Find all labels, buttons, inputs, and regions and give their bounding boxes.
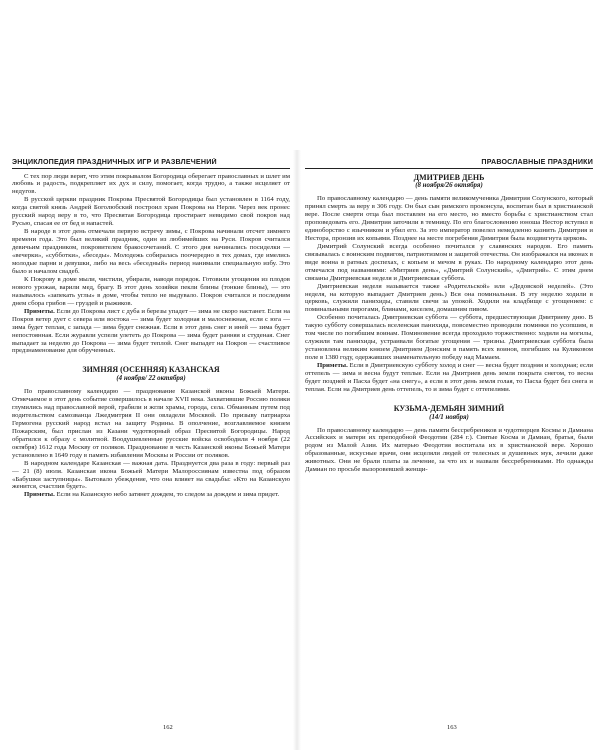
signs-label: Приметы. — [317, 362, 348, 370]
date-text: (14/1 ноября) — [429, 413, 469, 421]
left-paragraph: В народе в этот день отмечали первую встречу зимы, с Покрова начинали отсчет зимнего времени года. Это был великий праздник, один из любимейших на Руси. Покров считался девичьим праздником, покровителем бракосочетаний. С этого дня начинались посиделки — «вечерки», «субботки», «беседы». Молодежь собиралась поочередно в тех домах, где имелись молодые парни и девушки, либо на весь «беседный» период нанимали специальную избу. Это было и началом свадеб. — [12, 228, 290, 275]
signs-text: Если до Покрова лист с дуба и березы упадет — зима не скоро настанет. Если на Покров ветер дует с севера или востока — зима будет холодная и малоснежная, если с юга — зима будет теплая, с запада — зима будет снежная. Если в этот день снег и иней — зима будет непостоянная. Если журавли успели улететь до Покрова — зима будет ранняя и студеная. Снег выпадает за неделю до Покрова — зима будет теплой. Снег выпадет на Покров — счастливое предзнаменование для обрученных. — [12, 307, 290, 355]
section-title-kazanskaya: ЗИМНЯЯ (ОСЕННЯЯ) КАЗАНСКАЯ — [82, 365, 220, 375]
left-page — [12, 158, 290, 718]
date-text: (4 ноября/ 22 октября) — [116, 375, 186, 383]
section-title-dmitriev-den: ДМИТРИЕВ ДЕНЬ — [413, 172, 485, 182]
right-paragraph: По православному календарю — день памяти великомученика Димитрия Солунского, который принял смерть за веру в 306 году. Он был сын римского проконсула, воспитан был в христианской вере. После смерти отца был поставлен на его место, но вместо борьбы с христианством стал проповедовать его. Димитрия заточили в темницу. По его благословению юноша Нестор вступил в единоборство с язычником и убил его. За это император повелел немедленно казнить Димитрия и Нестора, пронзив их копьями. Позднее на месте погребения Димитрия была воздвигнута церковь. — [305, 195, 593, 242]
left-paragraph: С тех пор люди верят, что этим покрывалом Богородица оберегает православных и шлет им любовь и радость, подкрепляет их дух и силу, помогает, когда трудно, а также исцеляет от недугов. — [12, 172, 290, 196]
signs-text: Если в Дмитриевскую субботу холод и снег — весна будет поздняя и холодная; если оттепель — зима и весна будут теплые. Если на Дмитриев день земля покрыта снегом, то весна будет поздней и Пасха будет «на снегу», а если в этот день земля голая, то Пасха будет без снега и теплая. Если на Дмитриев день оттепель, то и зима будет с оттепелями. — [305, 362, 593, 393]
section-title-kuzma-demyan: КУЗЬМА-ДЕМЬЯН ЗИМНИЙ — [393, 403, 505, 413]
left-running-head: ЭНЦИКЛОПЕДИЯ ПРАЗДНИЧНЫХ ИГР И РАЗВЛЕЧЕНИЙ — [12, 158, 290, 169]
section-date-dmitriev-den — [305, 182, 593, 190]
right-signs-paragraph — [305, 362, 593, 394]
section-date-kuzma-demyan — [305, 414, 593, 422]
left-paragraph: В русской церкви праздник Покрова Пресвятой Богородицы был установлен в 1164 году, когда святой князь Андрей Боголюбский построил храм Покрова на Нерли. Через век пронес русский народ веру в то, что Пресвятая Богородица простирает невидимо свой покров над Русью, спасая ее от бед и напастей. — [12, 196, 290, 228]
right-paragraph: По православному календарю — день памяти бессребреников и чудотворцев Космы и Дамиана Ассийских и матери их преподобной Феодотии (284 г.). Святые Косма и Дамиан, братья, были родом из Малой Азии. Их матерью Феодотия воспитала их в христианской вере. Хорошо образованные, искусные врачи, они исцеляли людей от телесных и душевных мук, лечили даже животных. Они не брали платы за лечение, за что их и назвали бессребрениками. Но однажды Дамиан по просьбе вызоровевшей женщи- — [305, 426, 593, 474]
signs-label: Приметы. — [24, 307, 55, 315]
signs-text: Если на Казанскую небо затянет дождем, то следом за дождем и зима придет. — [54, 491, 280, 499]
right-paragraph: Особенно почиталась Дмитриевская суббота — суббота, предшествующая Дмитриеву дню. В такую субботу совершалась вселенская панихида, повсеместно проводили поминки по усопшим, в том числе по погибшим воинам. Поминовение всегда проходило торжественно: ходили на могилы, служили там панихиды, устраивали богатые угощения — тризны. Дмитриевская суббота была установлена великим князем Дмитрием Донским в память всех воинов, погибших на Куликовом поле в 1380 году, одержавших знаменательную победу над Мамаем. — [305, 314, 593, 362]
book-gutter — [293, 150, 301, 750]
section-date-kazanskaya — [12, 375, 290, 383]
left-paragraph: По православному календарю — празднование Казанской иконы Божьей Матери. Отмечаемое в этот день событие совершилось в начале XVII века. Захватившие Россию поляки глумились над православной верой, грабили и жгли храмы, города, села. Обманным путем под водительством самозванца Лжедмитрия II они овладели Москвой. По призыву патриарха Гермогена русский народ встал на защиту Родины. В ополчение, возглавляемое князем Пожарским, был прислан из Казани чудотворный образ Пресвятой Богородицы. Народ обратился к образу с молитвой. Воодушевленные русские войска освободили 4 ноября (22 октября) 1612 года Москву от поляков. Празднование в честь Казанской иконы Божьей Матери установлено в 1649 году в память избавления Москвы и России от поляков. — [12, 388, 290, 459]
right-running-head: ПРАВОСЛАВНЫЕ ПРАЗДНИКИ — [305, 158, 593, 169]
left-page-number: 162 — [163, 724, 173, 731]
right-paragraph: Димитрий Солунский всегда особенно почитался у славянских народов. Его память связывалась с воинским подвигом, патриотизмом и защитой отечества. Он изображался на иконах в виде воина в ратных доспехах, с копьем и мечом в руках. По народному календарю этот день отмечался под названиями: «Митриев день», «Дмитрий Солунский», «Дмитрий». С этим днем связаны Дмитриевская неделя и Дмитриевская суббота. — [305, 242, 593, 282]
right-paragraph: Дмитриевская неделя называется также «Родительской» или «Дедовской неделей». (Это неделя, на которую выпадает Дмитриев день.) Вся она поминальная. В эту неделю ходили в церковь, служили панихиды, ставили свечи за упокой. Ходили на кладбище с угощением: с поминальными пирогами, блинами, киселем, домашним пивом. — [305, 282, 593, 314]
signs-label: Приметы. — [24, 491, 55, 499]
left-signs-paragraph — [12, 491, 290, 499]
right-page — [305, 158, 593, 718]
left-paragraph: К Покрову в доме мыли, чистили, убирали, наводя порядок. Готовили угощения из плодов нового урожая, варили мед, брагу. В этот день хозяйки пекли блины (тонкие блины), — это называлось «запекать углы» в доме, чтобы тепло не выдувало. Покров считался и последним днем сбора грибов — груздей и рыжиков. — [12, 275, 290, 307]
left-signs-paragraph — [12, 308, 290, 356]
right-page-number: 163 — [447, 724, 457, 731]
date-text: (8 ноября/26 октября) — [415, 182, 483, 190]
left-paragraph: В народном календаре Казанская — важная дата. Празднуется два раза в году: первый раз — 21 (8) июля. Казанская икона Божьей Матери Малороссиянам известна под образом «Бабушки заступницы». Бытовало убеждение, что она влияет на свадьбы: «Кто на Казанскую женится, счастлив будет». — [12, 459, 290, 491]
